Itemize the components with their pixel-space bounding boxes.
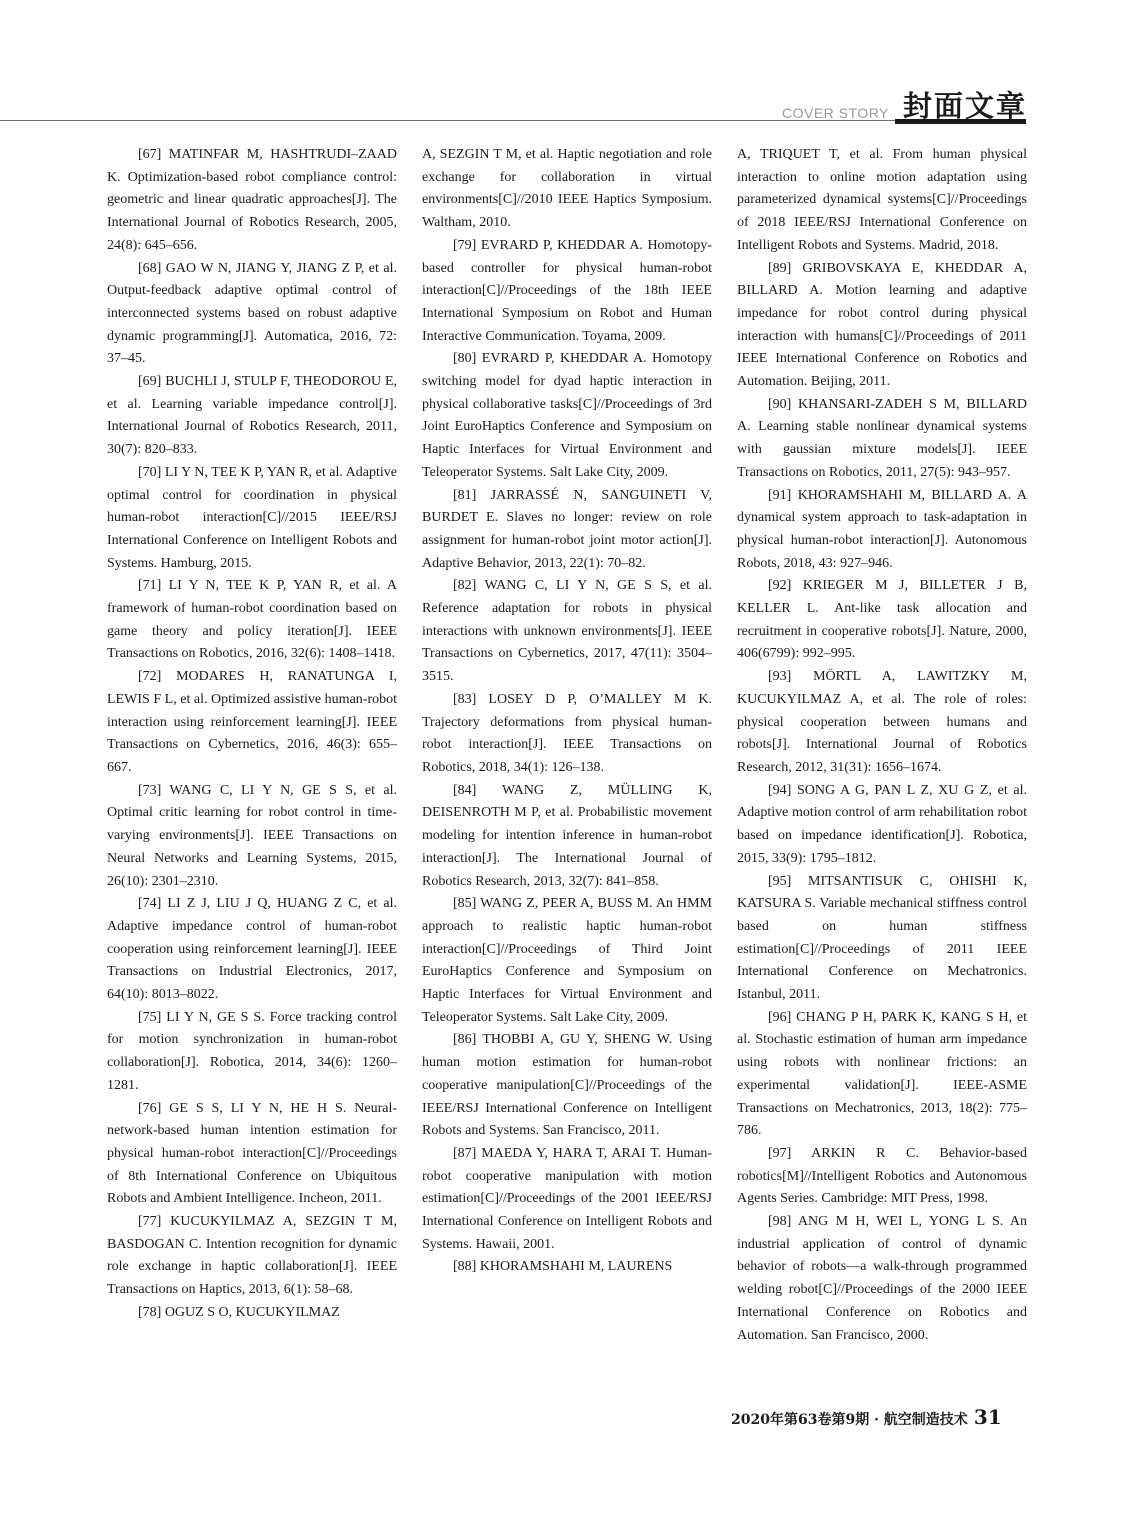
reference-74: [74] LI Z J, LIU J Q, HUANG Z C, et al. Adaptive impedance control of human-robot cooperation using reinforcement learning[J]. IEEE Transactions on Industrial Electronics, 2017, 64(10): 8013–8022. xyxy=(107,896,397,1003)
reference-column-1 xyxy=(107,144,397,1325)
reference-86: [86] THOBBI A, GU Y, SHENG W. Using human motion estimation for human-robot cooperative manipulation[C]//Proceedings of the IEEE/RSJ International Conference on Intelligent Robots and Systems. San Francisco, 2011. xyxy=(422,1032,712,1139)
reference-78-start: [78] OGUZ S O, KUCUKYILMAZ xyxy=(138,1304,340,1320)
reference-84: [84] WANG Z, MÜLLING K, DEISENROTH M P, et al. Probabilistic movement modeling for intention inference in human-robot interaction[J]. The International Journal of Robotics Research, 2013, 32(7): 841–858. xyxy=(422,782,712,889)
reference-73: [73] WANG C, LI Y N, GE S S, et al. Optimal critic learning for robot control in time-varying environments[J]. IEEE Transactions on Neural Networks and Learning Systems, 2015, 26(10): 2301–2310. xyxy=(107,782,397,889)
reference-column-3 xyxy=(737,144,1027,1347)
reference-79: [79] EVRARD P, KHEDDAR A. Homotopy-based controller for physical human-robot interaction[C]//Proceedings of the 18th IEEE International Symposium on Robot and Human Interactive Communication. Toyama, 2009. xyxy=(422,237,712,344)
reference-68: [68] GAO W N, JIANG Y, JIANG Z P, et al. Output-feedback adaptive optimal control of interconnected systems based on robust adaptive dynamic programming[J]. Automatica, 2016, 72: 37–45. xyxy=(107,260,397,367)
reference-77: [77] KUCUKYILMAZ A, SEZGIN T M, BASDOGAN C. Intention recognition for dynamic role exchange in haptic collaboration[J]. IEEE Transactions on Haptics, 2013, 6(1): 58–68. xyxy=(107,1214,397,1298)
reference-75: [75] LI Y N, GE S S. Force tracking control for motion synchronization in human-robot collaboration[J]. Robotica, 2014, 34(6): 1260–1281. xyxy=(107,1009,397,1093)
reference-98: [98] ANG M H, WEI L, YONG L S. An industrial application of control of dynamic behavior of robots—a walk-through programmed welding robot[C]//Proceedings of the 2000 IEEE International Conference on Robotics and Automation. San Francisco, 2000. xyxy=(737,1214,1027,1343)
reference-76: [76] GE S S, LI Y N, HE H S. Neural-network-based human intention estimation for physical human-robot interaction[C]//Proceedings of 8th International Conference on Ubiquitous Robots and Ambient Intelligence. Incheon, 2011. xyxy=(107,1100,397,1207)
reference-97: [97] ARKIN R C. Behavior-based robotics[M]//Intelligent Robotics and Autonomous Agents Series. Cambridge: MIT Press, 1998. xyxy=(737,1145,1027,1207)
reference-87: [87] MAEDA Y, HARA T, ARAI T. Human-robot cooperative manipulation with motion estimation[C]//Proceedings of the 2001 IEEE/RSJ International Conference on Intelligent Robots and Systems. Hawaii, 2001. xyxy=(422,1145,712,1252)
reference-69: [69] BUCHLI J, STULP F, THEODOROU E, et al. Learning variable impedance control[J]. International Journal of Robotics Research, 2011, 30(7): 820–833. xyxy=(107,374,397,458)
reference-81: [81] JARRASSÉ N, SANGUINETI V, BURDET E. Slaves no longer: review on role assignment for human-robot joint motor action[J]. Adaptive Behavior, 2013, 22(1): 70–82. xyxy=(422,487,712,571)
reference-96: [96] CHANG P H, PARK K, KANG S H, et al. Stochastic estimation of human arm impedance using robots with nonlinear frictions: an experimental validation[J]. IEEE-ASME Transactions on Mechatronics, 2013, 18(2): 775–786. xyxy=(737,1009,1027,1139)
reference-94: [94] SONG A G, PAN L Z, XU G Z, et al. Adaptive motion control of arm rehabilitation robot based on impedance identification[J]. Robotica, 2015, 33(9): 1795–1812. xyxy=(737,782,1027,866)
section-label-en: COVER STORY xyxy=(782,105,889,121)
reference-88-start: [88] KHORAMSHAHI M, LAURENS xyxy=(453,1259,673,1275)
reference-89: [89] GRIBOVSKAYA E, KHEDDAR A, BILLARD A. Motion learning and adaptive impedance for robot control during physical interaction with humans[C]//Proceedings of 2011 IEEE International Conference on Robotics and Automation. Beijing, 2011. xyxy=(737,260,1027,390)
reference-67: [67] MATINFAR M, HASHTRUDI–ZAAD K. Optimization-based robot compliance control: geometric and linear quadratic approaches[J]. The International Journal of Robotics Research, 2005, 24(8): 645–656. xyxy=(107,147,397,253)
reference-95: [95] MITSANTISUK C, OHISHI K, KATSURA S. Variable mechanical stiffness control based on human stiffness estimation[C]//Proceedings of 2011 IEEE International Conference on Mechatronics. Istanbul, 2011. xyxy=(737,873,1027,1003)
reference-90: [90] KHANSARI-ZADEH S M, BILLARD A. Learning stable nonlinear dynamical systems with gaussian mixture models[J]. IEEE Transactions on Robotics, 2011, 27(5): 943–957. xyxy=(737,396,1027,480)
page-number: 31 xyxy=(973,1405,1002,1429)
reference-70: [70] LI Y N, TEE K P, YAN R, et al. Adaptive optimal control for coordination in physical human-robot interaction[C]//2015 IEEE/RSJ International Conference on Intelligent Robots and Systems. Hamburg, 2015. xyxy=(107,464,397,571)
reference-85: [85] WANG Z, PEER A, BUSS M. An HMM approach to realistic haptic human-robot interaction[C]//Proceedings of Third Joint EuroHaptics Conference and Symposium on Haptic Interfaces for Virtual Environment and Teleoperator Systems. Salt Lake City, 2009. xyxy=(422,896,712,1025)
reference-93: [93] MÖRTL A, LAWITZKY M, KUCUKYILMAZ A, et al. The role of roles: physical cooperation between humans and robots[J]. International Journal of Robotics Research, 2012, 31(31): 1656–1674. xyxy=(737,669,1027,775)
reference-82: [82] WANG C, LI Y N, GE S S, et al. Reference adaptation for robots in physical interactions with unknown environments[J]. IEEE Transactions on Cybernetics, 2017, 47(11): 3504–3515. xyxy=(422,578,712,685)
page-footer xyxy=(731,1405,1002,1429)
reference-78-cont: A, SEZGIN T M, et al. Haptic negotiation and role exchange for collaboration in virtual environments[C]//2010 IEEE Haptics Symposium. Waltham, 2010. xyxy=(422,147,712,231)
section-label-zh: 封面文章 xyxy=(903,89,1028,123)
reference-71: [71] LI Y N, TEE K P, YAN R, et al. A framework of human-robot coordination based on game theory and policy iteration[J]. IEEE Transactions on Robotics, 2016, 32(6): 1408–1418. xyxy=(107,578,397,662)
reference-91: [91] KHORAMSHAHI M, BILLARD A. A dynamical system approach to task-adaptation in physical human-robot interaction[J]. Autonomous Robots, 2018, 43: 927–946. xyxy=(737,487,1027,571)
reference-72: [72] MODARES H, RANATUNGA I, LEWIS F L, et al. Optimized assistive human-robot interaction using reinforcement learning[J]. IEEE Transactions on Cybernetics, 2016, 46(3): 655–667. xyxy=(107,669,397,775)
reference-88-cont: A, TRIQUET T, et al. From human physical interaction to online motion adaptation using parameterized dynamical systems[C]//Proceedings of 2018 IEEE/RSJ International Conference on Intelligent Robots and Systems. Madrid, 2018. xyxy=(737,147,1027,253)
journal-issue: 2020年第63卷第9期 · 航空制造技术 xyxy=(731,1412,968,1428)
reference-80: [80] EVRARD P, KHEDDAR A. Homotopy switching model for dyad haptic interaction in physical collaborative tasks[C]//Proceedings of 3rd Joint EuroHaptics Conference and Symposium on Haptic Interfaces for Virtual Environment and Teleoperator Systems. Salt Lake City, 2009. xyxy=(422,351,712,480)
reference-column-2 xyxy=(422,144,712,1279)
reference-83: [83] LOSEY D P, O’MALLEY M K. Trajectory deformations from physical human-robot interaction[J]. IEEE Transactions on Robotics, 2018, 34(1): 126–138. xyxy=(422,691,712,775)
reference-92: [92] KRIEGER M J, BILLETER J B, KELLER L. Ant-like task allocation and recruitment in cooperative robots[J]. Nature, 2000, 406(6799): 992–995. xyxy=(737,578,1027,662)
